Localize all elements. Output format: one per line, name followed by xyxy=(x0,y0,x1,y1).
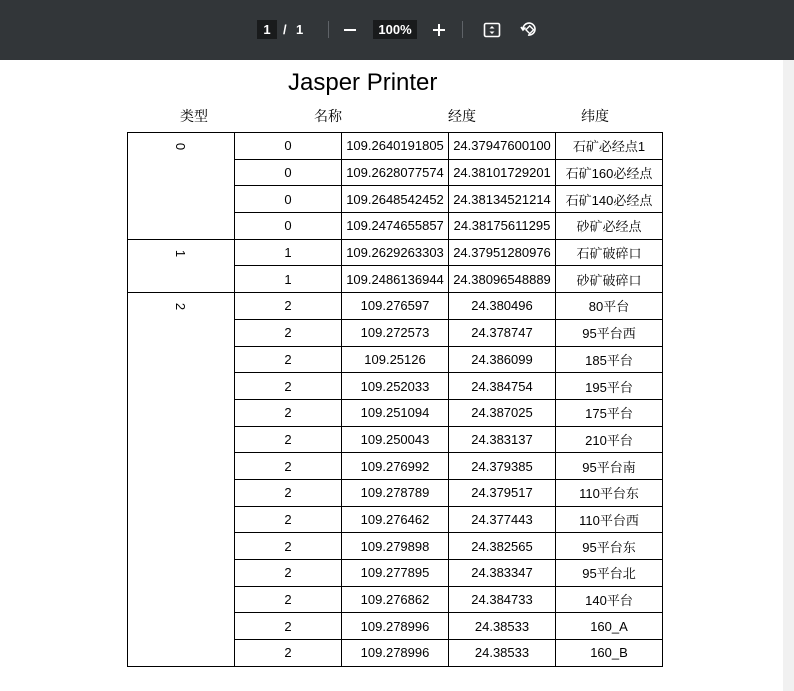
column-header-name: 名称 xyxy=(314,108,342,124)
column-header-longitude: 经度 xyxy=(448,108,476,124)
table-row xyxy=(128,293,663,320)
zoom-level-input[interactable]: 100% xyxy=(373,20,417,39)
longitude-cell: 109.276597 xyxy=(342,293,449,320)
label-cell: 195平台 xyxy=(556,373,663,400)
latitude-cell: 24.383137 xyxy=(449,426,556,453)
latitude-cell: 24.38533 xyxy=(449,640,556,667)
zoom-out-button[interactable] xyxy=(341,21,359,39)
label-cell: 95平台东 xyxy=(556,533,663,560)
latitude-cell: 24.387025 xyxy=(449,399,556,426)
latitude-cell: 24.384733 xyxy=(449,586,556,613)
name-cell: 2 xyxy=(235,479,342,506)
longitude-cell: 109.278996 xyxy=(342,640,449,667)
report-title: Jasper Printer xyxy=(288,69,438,96)
type-value: 2 xyxy=(173,303,189,311)
longitude-cell: 109.276992 xyxy=(342,453,449,480)
label-cell: 140平台 xyxy=(556,586,663,613)
label-cell: 石矿破碎口 xyxy=(556,239,663,266)
name-cell: 2 xyxy=(235,346,342,373)
name-cell: 2 xyxy=(235,293,342,320)
fit-to-page-button[interactable] xyxy=(482,20,502,40)
toolbar-divider xyxy=(328,21,329,38)
name-cell: 0 xyxy=(235,159,342,186)
toolbar-divider xyxy=(462,21,463,38)
longitude-cell: 109.276862 xyxy=(342,586,449,613)
latitude-cell: 24.37951280976 xyxy=(449,239,556,266)
label-cell: 砂矿破碎口 xyxy=(556,266,663,293)
longitude-cell: 109.2640191805 xyxy=(342,133,449,160)
type-cell xyxy=(128,293,235,667)
label-cell: 80平台 xyxy=(556,293,663,320)
longitude-cell: 109.2648542452 xyxy=(342,186,449,213)
latitude-cell: 24.382565 xyxy=(449,533,556,560)
name-cell: 2 xyxy=(235,319,342,346)
name-cell: 0 xyxy=(235,213,342,240)
longitude-cell: 109.277895 xyxy=(342,560,449,587)
report-table xyxy=(127,132,663,667)
latitude-cell: 24.386099 xyxy=(449,346,556,373)
latitude-cell: 24.384754 xyxy=(449,373,556,400)
latitude-cell: 24.379517 xyxy=(449,479,556,506)
label-cell: 160_B xyxy=(556,640,663,667)
type-cell xyxy=(128,239,235,292)
longitude-cell: 109.278996 xyxy=(342,613,449,640)
latitude-cell: 24.38134521214 xyxy=(449,186,556,213)
name-cell: 2 xyxy=(235,373,342,400)
table-row xyxy=(128,133,663,160)
name-cell: 2 xyxy=(235,533,342,560)
name-cell: 0 xyxy=(235,133,342,160)
label-cell: 石矿必经点1 xyxy=(556,133,663,160)
latitude-cell: 24.37947600100 xyxy=(449,133,556,160)
latitude-cell: 24.379385 xyxy=(449,453,556,480)
name-cell: 2 xyxy=(235,640,342,667)
latitude-cell: 24.377443 xyxy=(449,506,556,533)
type-value: 0 xyxy=(173,142,189,151)
fit-page-icon xyxy=(483,21,501,39)
latitude-cell: 24.38175611295 xyxy=(449,213,556,240)
longitude-cell: 109.252033 xyxy=(342,373,449,400)
column-header-latitude: 纬度 xyxy=(581,108,609,124)
latitude-cell: 24.38096548889 xyxy=(449,266,556,293)
page-total: 1 xyxy=(296,22,304,37)
longitude-cell: 109.2474655857 xyxy=(342,213,449,240)
scrollbar[interactable] xyxy=(783,60,794,691)
name-cell: 2 xyxy=(235,399,342,426)
name-cell: 0 xyxy=(235,186,342,213)
plus-icon xyxy=(432,23,446,37)
name-cell: 2 xyxy=(235,453,342,480)
label-cell: 石矿160必经点 xyxy=(556,159,663,186)
longitude-cell: 109.278789 xyxy=(342,479,449,506)
name-cell: 2 xyxy=(235,586,342,613)
longitude-cell: 109.276462 xyxy=(342,506,449,533)
name-cell: 1 xyxy=(235,266,342,293)
longitude-cell: 109.272573 xyxy=(342,319,449,346)
longitude-cell: 109.279898 xyxy=(342,533,449,560)
label-cell: 210平台 xyxy=(556,426,663,453)
label-cell: 175平台 xyxy=(556,399,663,426)
label-cell: 95平台北 xyxy=(556,560,663,587)
name-cell: 2 xyxy=(235,560,342,587)
table-row xyxy=(128,239,663,266)
longitude-cell: 109.2628077574 xyxy=(342,159,449,186)
label-cell: 95平台西 xyxy=(556,319,663,346)
latitude-cell: 24.380496 xyxy=(449,293,556,320)
page-number-input[interactable]: 1 xyxy=(257,20,277,39)
longitude-cell: 109.2629263303 xyxy=(342,239,449,266)
longitude-cell: 109.25126 xyxy=(342,346,449,373)
rotate-icon xyxy=(519,20,539,40)
type-value: 1 xyxy=(173,249,189,257)
pdf-toolbar xyxy=(0,0,794,60)
label-cell: 185平台 xyxy=(556,346,663,373)
name-cell: 2 xyxy=(235,426,342,453)
page-separator: / xyxy=(283,22,287,37)
zoom-in-button[interactable] xyxy=(430,21,448,39)
minus-icon xyxy=(343,23,357,37)
latitude-cell: 24.383347 xyxy=(449,560,556,587)
latitude-cell: 24.38533 xyxy=(449,613,556,640)
label-cell: 石矿140必经点 xyxy=(556,186,663,213)
type-cell xyxy=(128,133,235,240)
name-cell: 2 xyxy=(235,506,342,533)
label-cell: 110平台西 xyxy=(556,506,663,533)
rotate-button[interactable] xyxy=(518,19,540,41)
name-cell: 1 xyxy=(235,239,342,266)
longitude-cell: 109.251094 xyxy=(342,399,449,426)
name-cell: 2 xyxy=(235,613,342,640)
label-cell: 110平台东 xyxy=(556,479,663,506)
longitude-cell: 109.250043 xyxy=(342,426,449,453)
label-cell: 砂矿必经点 xyxy=(556,213,663,240)
latitude-cell: 24.378747 xyxy=(449,319,556,346)
latitude-cell: 24.38101729201 xyxy=(449,159,556,186)
column-header-type: 类型 xyxy=(180,108,208,124)
label-cell: 160_A xyxy=(556,613,663,640)
longitude-cell: 109.2486136944 xyxy=(342,266,449,293)
label-cell: 95平台南 xyxy=(556,453,663,480)
